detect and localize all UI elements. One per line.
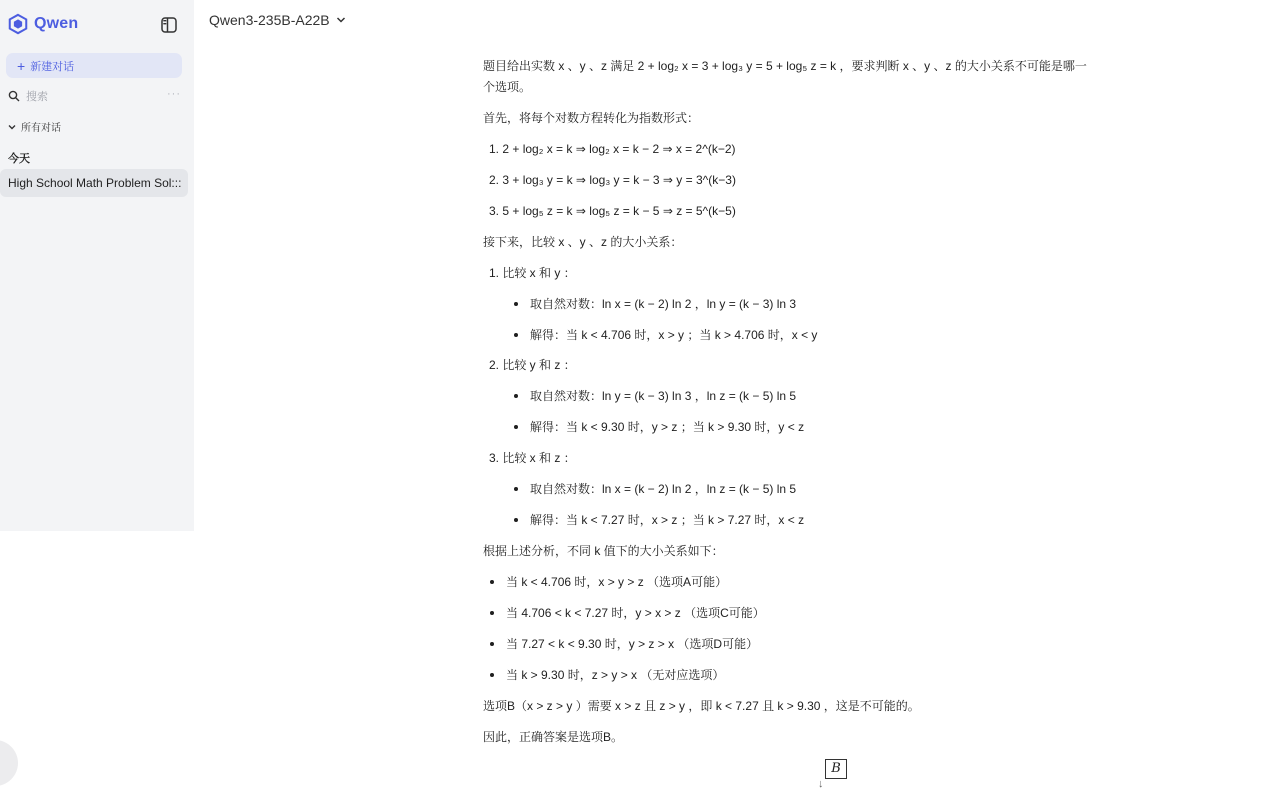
scroll-down-icon[interactable]: ↓ bbox=[818, 778, 824, 790]
model-name: Qwen3-235B-A22B bbox=[209, 12, 330, 28]
sidebar-toggle-icon[interactable] bbox=[160, 16, 178, 34]
compare-1-b: 解得：当 k < 4.706 时，x > y ；当 k > 4.706 时，x < y bbox=[514, 325, 817, 345]
bullet bbox=[490, 580, 494, 584]
case-3: 当 7.27 < k < 9.30 时，y > z > x （选项D可能） bbox=[490, 634, 758, 654]
bullet bbox=[514, 518, 518, 522]
new-chat-button[interactable] bbox=[6, 53, 182, 78]
search-icon bbox=[8, 90, 20, 102]
bullet bbox=[490, 642, 494, 646]
new-chat-label: 新建对话 bbox=[30, 60, 75, 73]
bullet bbox=[514, 487, 518, 491]
search-placeholder: 搜索 bbox=[26, 91, 48, 103]
avatar[interactable] bbox=[0, 740, 18, 786]
chevron-down-icon bbox=[336, 15, 346, 25]
compare-1-a: 取自然对数：ln x = (k − 2) ln 2 ，ln y = (k − 3) ln 3 bbox=[514, 294, 796, 314]
model-selector[interactable] bbox=[209, 12, 346, 28]
search-input[interactable] bbox=[8, 88, 184, 104]
compare-3-a: 取自然对数：ln x = (k − 2) ln 2 ，ln z = (k − 5) ln 5 bbox=[514, 479, 796, 499]
compare-intro: 接下来，比较 x 、y 、z 的大小关系： bbox=[483, 235, 683, 249]
logo[interactable] bbox=[7, 13, 78, 35]
compare-3-title: 3. 比较 x 和 z ： bbox=[489, 451, 576, 465]
all-chats-toggle[interactable] bbox=[8, 119, 61, 134]
compare-2-title: 2. 比较 y 和 z ： bbox=[489, 358, 576, 372]
equation-3: 3. 5 + log₅ z = k ⇒ log₅ z = k − 5 ⇒ z = 5^(k−5) bbox=[489, 204, 736, 218]
logo-text: Qwen bbox=[34, 15, 79, 32]
compare-2-b: 解得：当 k < 9.30 时，y > z ；当 k > 9.30 时，y < z bbox=[514, 417, 804, 437]
bullet bbox=[514, 302, 518, 306]
bullet bbox=[490, 611, 494, 615]
analysis-intro: 根据上述分析，不同 k 值下的大小关系如下： bbox=[483, 544, 724, 558]
intro-text: 题目给出实数 x 、y 、z 满足 2 + log₂ x = 3 + log₃ y = 5 + log₅ z = k ，要求判断 x 、y 、z 的大小关系不可能是哪一 bbox=[483, 59, 1087, 73]
chat-title: High School Math Problem Sol::: bbox=[8, 176, 182, 190]
section-heading-today: 今天 bbox=[8, 153, 30, 165]
bullet bbox=[514, 425, 518, 429]
option-b-text: 选项B（x > z > y ）需要 x > z 且 z > y ，即 k < 7.27 且 k > 9.30 ，这是不可能的。 bbox=[483, 699, 920, 713]
compare-3-b: 解得：当 k < 7.27 时，x > z ；当 k > 7.27 时，x < z bbox=[514, 510, 804, 530]
case-1: 当 k < 4.706 时，x > y > z （选项A可能） bbox=[490, 572, 727, 592]
compare-1-title: 1. 比较 x 和 y ： bbox=[489, 266, 576, 280]
more-options-icon[interactable]: ··· bbox=[167, 88, 181, 100]
chevron-down-icon bbox=[8, 123, 16, 131]
boxed-answer: B bbox=[825, 759, 847, 779]
bullet bbox=[514, 394, 518, 398]
plus-icon: + bbox=[17, 57, 26, 74]
qwen-logo-icon bbox=[7, 13, 29, 35]
case-4: 当 k > 9.30 时，z > y > x （无对应选项） bbox=[490, 665, 724, 685]
intro-text-cont: 个选项。 bbox=[483, 80, 532, 94]
bullet bbox=[490, 673, 494, 677]
compare-2-a: 取自然对数：ln y = (k − 3) ln 3 ，ln z = (k − 5) ln 5 bbox=[514, 386, 796, 406]
all-chats-label: 所有对话 bbox=[21, 123, 61, 134]
equation-2: 2. 3 + log₃ y = k ⇒ log₃ y = k − 3 ⇒ y = 3^(k−3) bbox=[489, 173, 736, 187]
sidebar bbox=[0, 0, 194, 531]
step-text: 首先，将每个对数方程转化为指数形式： bbox=[483, 111, 700, 125]
bullet bbox=[514, 333, 518, 337]
case-2: 当 4.706 < k < 7.27 时，y > x > z （选项C可能） bbox=[490, 603, 765, 623]
chat-list-item[interactable] bbox=[0, 169, 188, 197]
equation-1: 1. 2 + log₂ x = k ⇒ log₂ x = k − 2 ⇒ x = 2^(k−2) bbox=[489, 142, 736, 156]
conclusion-text: 因此，正确答案是选项B。 bbox=[483, 730, 624, 744]
